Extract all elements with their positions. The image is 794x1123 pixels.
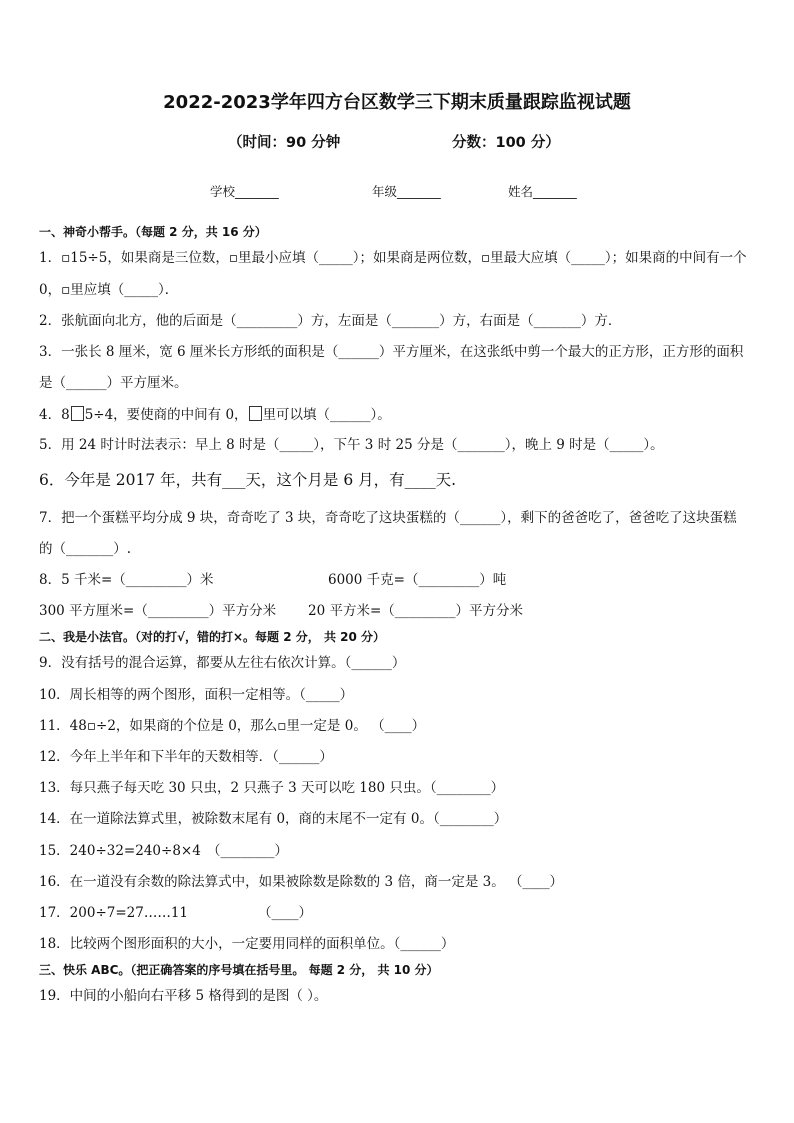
- question-4-prefix: 4．8: [39, 407, 70, 423]
- question-3-line1: 3．一张长 8 厘米，宽 6 厘米长方形纸的面积是（______）平方厘米，在这张纸中剪一个最大的正方形，正方形的面积: [39, 344, 744, 360]
- question-1-line2: 0，▫里应填（_____）．: [39, 282, 179, 298]
- question-8-part-d: 20 平方米=（_________）平方分米: [308, 603, 524, 619]
- question-2: 2．张航面向北方，他的后面是（_________）方，左面是（_______）方，右面是（_______）方．: [39, 313, 622, 329]
- question-13: 13．每只燕子每天吃 30 只虫，2 只燕子 3 天可以吃 180 只虫。（________）: [39, 780, 505, 796]
- question-9: 9．没有括号的混合运算，都要从左往右依次计算。（______）: [39, 655, 406, 671]
- question-12: 12．今年上半年和下半年的天数相等．（______）: [39, 749, 333, 765]
- page-title: 2022-2023学年四方台区数学三下期末质量跟踪监视试题: [163, 92, 631, 113]
- question-15: 15．240÷32=240÷8×4: [39, 843, 201, 859]
- question-4-suffix: 里可以填（______）。: [262, 407, 391, 423]
- question-19: 19．中间的小船向右平移 5 格得到的是图（ ）。: [39, 988, 328, 1004]
- question-17-answer: （____）: [258, 905, 312, 921]
- question-4: [39, 406, 769, 423]
- exam-score: 分数：100 分）: [452, 135, 560, 151]
- exam-time: （时间：90 分钟: [228, 135, 341, 151]
- name-field: 姓名_______: [508, 184, 577, 199]
- question-15-answer: （________）: [207, 843, 288, 859]
- question-14: 14．在一道除法算式里，被除数末尾有 0，商的末尾不一定有 0。（________）: [39, 811, 508, 827]
- question-8-part-b: 6000 千克=（_________）吨: [328, 572, 507, 588]
- blank-box-icon: [71, 406, 84, 421]
- question-7-line2: 的（_______）.: [39, 541, 132, 557]
- question-4-middle: 5÷4，要使商的中间有 0，: [84, 407, 248, 423]
- question-16: 16．在一道没有余数的除法算式中，如果被除数是除数的 3 倍，商一定是 3。 （____）: [39, 874, 564, 890]
- question-1-line1: 1．▫15÷5，如果商是三位数，▫里最小应填（_____）；如果商是两位数，▫里最大应填（_____）；如果商的中间有一个: [39, 250, 747, 266]
- question-18: 18．比较两个图形面积的大小，一定要用同样的面积单位。（______）: [39, 936, 455, 952]
- question-5: 5．用 24 时计时法表示：早上 8 时是（_____），下午 3 时 25 分是（_______），晚上 9 时是（_____）。: [39, 437, 664, 453]
- question-8-part-a: 8．5 千米=（_________）米: [39, 572, 214, 588]
- question-7-line1: 7．把一个蛋糕平均分成 9 块，奇奇吃了 3 块，奇奇吃了这块蛋糕的（______），剩下的爸爸吃了，爸爸吃了这块蛋糕: [39, 510, 737, 526]
- school-field: 学校_______: [210, 184, 279, 199]
- question-6: 6．今年是 2017 年，共有___天，这个月是 6 月，有____天.: [39, 471, 457, 489]
- section3-heading: 三、快乐 ABC。（把正确答案的序号填在括号里。 每题 2 分， 共 10 分）: [39, 963, 439, 977]
- question-10: 10．周长相等的两个图形，面积一定相等。（_____）: [39, 687, 354, 703]
- question-8-part-c: 300 平方厘米=（_________）平方分米: [39, 603, 277, 619]
- blank-box-icon: [249, 406, 262, 421]
- question-3-line2: 是（______）平方厘米。: [39, 375, 188, 391]
- section1-heading: 一、神奇小帮手。（每题 2 分，共 16 分）: [39, 225, 267, 239]
- grade-field: 年级_______: [372, 184, 441, 199]
- question-17: 17．200÷7=27……11: [39, 905, 189, 921]
- section2-heading: 二、我是小法官。（对的打√，错的打×。每题 2 分， 共 20 分）: [39, 630, 385, 644]
- question-11: 11．48▫÷2，如果商的个位是 0，那么▫里一定是 0。 （____）: [39, 718, 426, 734]
